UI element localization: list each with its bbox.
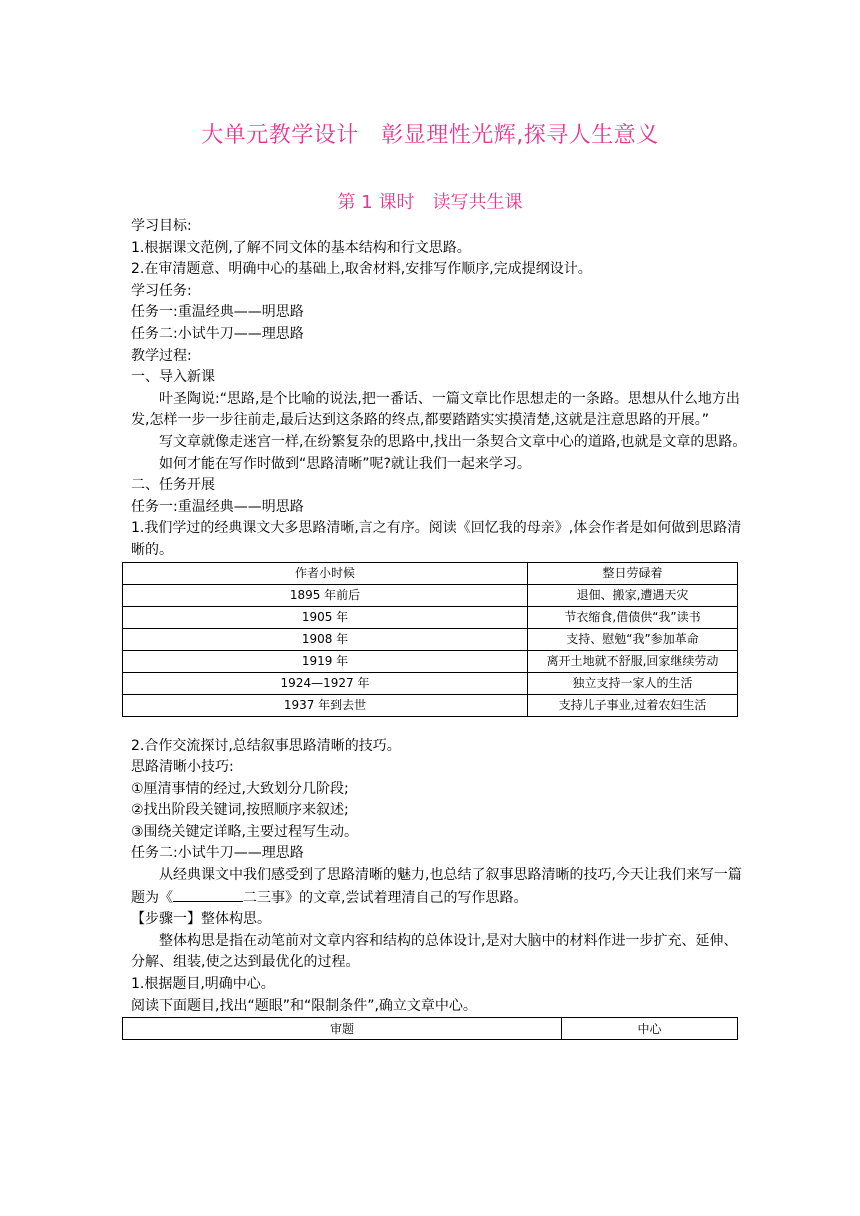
question: 1.我们学过的经典课文大多思路清晰,言之有序。阅读《回忆我的母亲》,体会作者是如何做到思路清晰的。 [131,520,742,558]
objective-item: 1.根据课文范例,了解不同文体的基本结构和行文思路。 [131,239,471,256]
paragraph-part: 二三事》的文章,尝试着理清自己的写作思路。 [243,889,528,906]
paragraph: 写文章就像走迷宫一样,在纷繁复杂的思路中,找出一条契合文章中心的道路,也就是文章的思路。 [159,433,747,450]
table-cell: 离开土地就不舒服,回家继续劳动 [528,650,738,672]
fill-in-blank [173,887,243,902]
table-cell: 1919 年 [123,650,528,672]
table-header-cell: 审题 [123,1018,562,1040]
table-row [123,584,738,606]
document-body [131,216,751,1040]
tasks-heading: 学习任务: [131,282,192,299]
table-cell: 退佃、搬家,遭遇天灾 [528,584,738,606]
timeline-table [122,562,738,717]
table-cell: 1905 年 [123,606,528,628]
table-cell: 1908 年 [123,628,528,650]
table-header-row [123,1018,738,1040]
table-row [123,672,738,694]
tip-item: ②找出阶段关键词,按照顺序来叙述; [131,802,349,819]
task-item: 任务二:小试牛刀——理思路 [131,325,304,342]
lesson-subtitle: 第 1 课时 读写共生课 [337,192,523,213]
step-text: 整体构思。 [201,911,271,928]
paragraph [131,865,751,909]
task-heading: 任务二:小试牛刀——理思路 [131,845,304,862]
section-heading: 二、任务开展 [131,477,215,494]
table-cell: 独立支持一家人的生活 [528,672,738,694]
document-title: 大单元教学设计 彰显理性光辉,探寻人生意义 [201,123,659,148]
tips-heading: 思路清晰小技巧: [131,759,234,776]
step-heading [131,909,751,931]
table-cell: 支持、慰勉“我”参加革命 [528,628,738,650]
task-heading: 任务一:重温经典——明思路 [131,498,304,515]
table-header-row [123,562,738,584]
paragraph-part: 从经典课文中我们感受到了思路清晰的魅力,也总结了叙事思路清晰的技巧,今天让我们来写一篇题为《 [131,867,742,906]
table-cell: 节衣缩食,借债供“我”读书 [528,606,738,628]
instruction: 阅读下面题目,找出“题眼”和“限制条件”,确立文章中心。 [131,997,477,1014]
tip-item: ③围绕关键定详略,主要过程写生动。 [131,823,359,840]
table-row [123,606,738,628]
paragraph: 整体构思是指在动笔前对文章内容和结构的总体设计,是对大脑中的材料作进一步扩充、延伸、分解、组装,使之达到最优化的过程。 [131,932,738,971]
question: 1.根据题目,明确中心。 [131,976,275,993]
table-cell: 1924—1927 年 [123,672,528,694]
task-item: 任务一:重温经典——明思路 [131,304,304,321]
step-bracket: 【步骤一】 [131,911,201,928]
analysis-table [122,1017,738,1040]
table-row [123,694,738,716]
question: 2.合作交流探讨,总结叙事思路清晰的技巧。 [131,737,401,754]
table-cell: 1937 年到去世 [123,694,528,716]
paragraph: 如何才能在写作时做到“思路清晰”呢?就让我们一起来学习。 [159,455,531,472]
section-heading: 一、导入新课 [131,369,215,386]
table-cell: 支持儿子事业,过着农妇生活 [528,694,738,716]
spacer [131,717,751,736]
objective-item: 2.在审清题意、明确中心的基础上,取舍材料,安排写作顺序,完成提纲设计。 [131,261,592,278]
table-row [123,628,738,650]
table-header-cell: 作者小时候 [123,562,528,584]
table-header-cell: 中心 [562,1018,738,1040]
table-row [123,650,738,672]
table-cell: 1895 年前后 [123,584,528,606]
paragraph: 叶圣陶说:“思路,是个比喻的说法,把一番话、一篇文章比作思想走的一条路。思想从什么地方出发,怎样一步一步往前走,最后达到这条路的终点,都要踏踏实实摸清楚,这就是注意思路的开展。” [131,390,740,429]
table-header-cell: 整日劳碌着 [528,562,738,584]
objectives-heading: 学习目标: [131,218,192,234]
tip-item: ①厘清事情的经过,大致划分几阶段; [131,780,349,797]
process-heading: 教学过程: [131,347,192,364]
